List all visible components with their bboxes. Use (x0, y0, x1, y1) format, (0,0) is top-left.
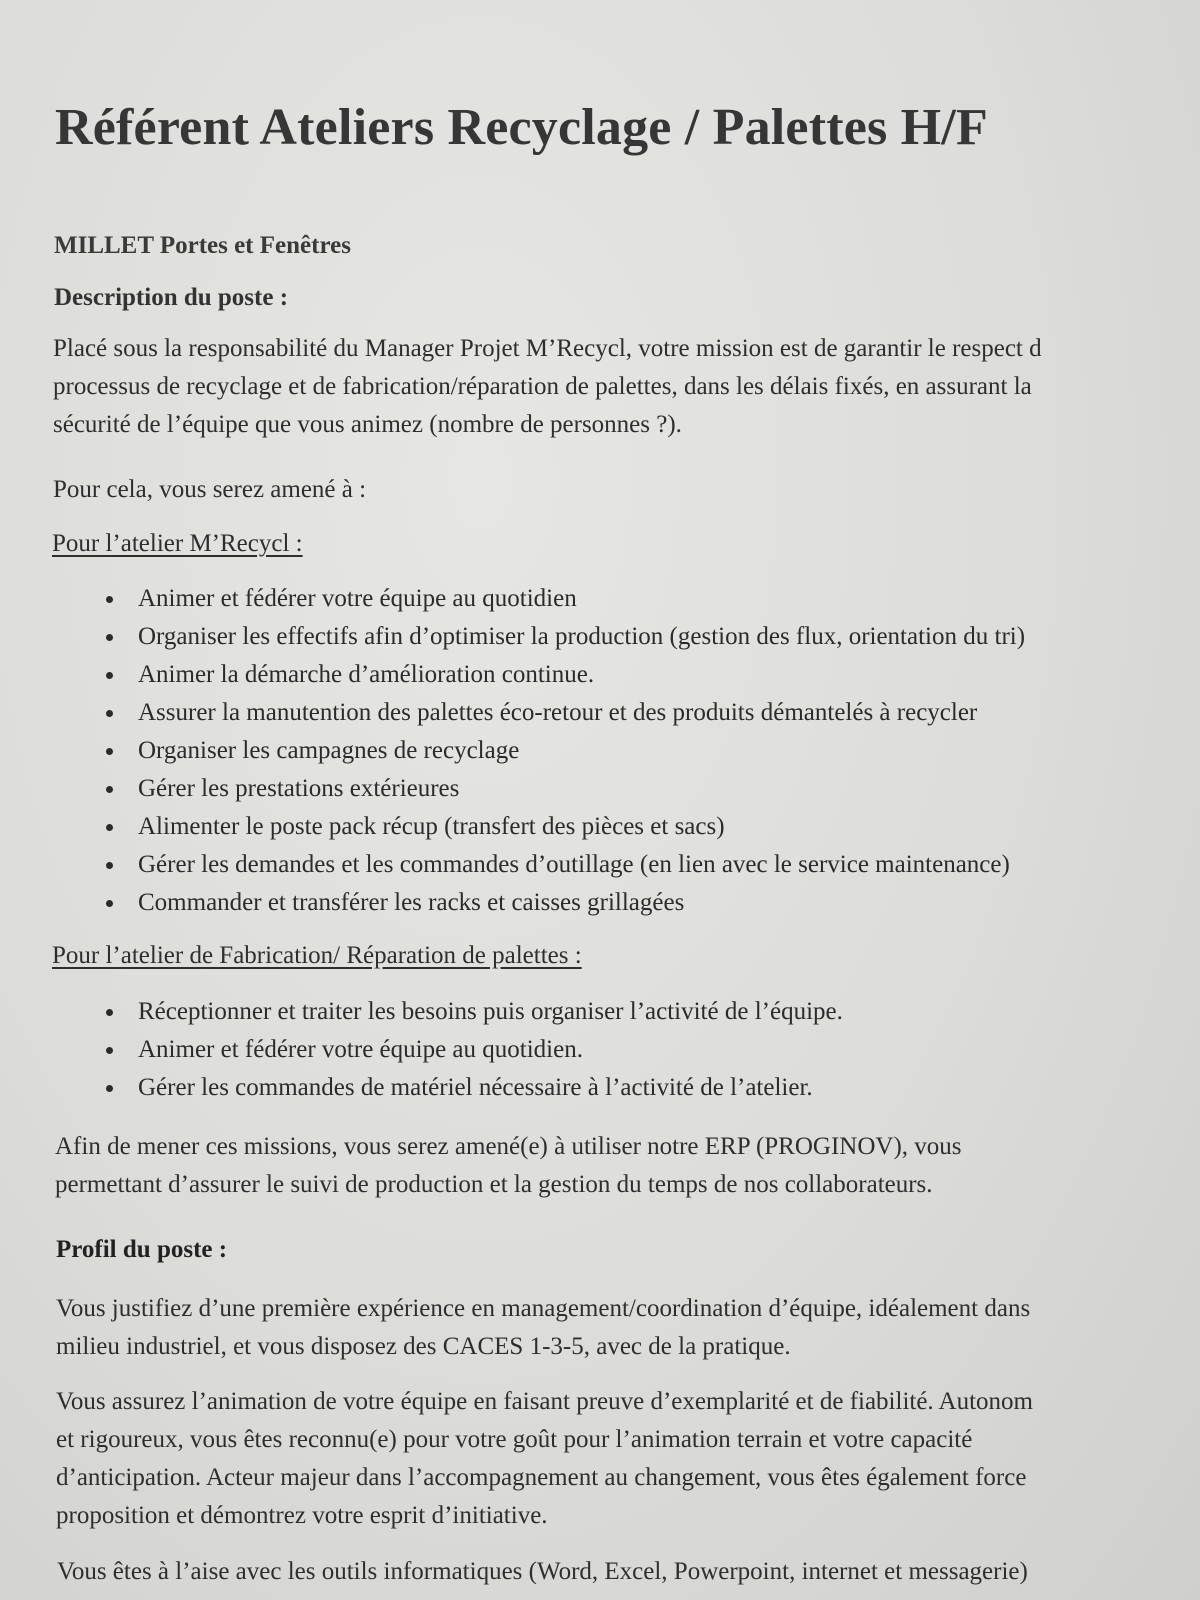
erp-line: permettant d’assurer le suivi de production et la gestion du temps de nos collaborateurs. (55, 1171, 933, 1198)
profile-heading: Profil du poste : (56, 1236, 228, 1263)
profile-line: Vous êtes à l’aise avec les outils informatiques (Word, Excel, Powerpoint, internet et messagerie) (57, 1558, 1028, 1585)
job-title: Référent Ateliers Recyclage / Palettes H/F (55, 99, 988, 156)
profile-line: Vous justifiez d’une première expérience en management/coordination d’équipe, idéalement dans (56, 1295, 1031, 1322)
profile-line: Vous assurez l’animation de votre équipe en faisant preuve d’exemplarité et de fiabilité. Autonom (56, 1388, 1034, 1415)
profile-line: proposition et démontrez votre esprit d’initiative. (56, 1502, 548, 1529)
list-item: Organiser les effectifs afin d’optimiser la production (gestion des flux, orientation du tri) (106, 618, 1025, 656)
erp-paragraph (55, 1128, 962, 1204)
intro-line: sécurité de l’équipe que vous animez (nombre de personnes ?). (53, 411, 682, 438)
erp-line: Afin de mener ces missions, vous serez amené(e) à utiliser notre ERP (PROGINOV), vous (55, 1133, 962, 1160)
list-item: Animer la démarche d’amélioration continue. (106, 656, 1025, 694)
list-item: Gérer les prestations extérieures (106, 770, 1025, 808)
intro-line: Placé sous la responsabilité du Manager Projet M’Recycl, votre mission est de garantir le respect d (53, 335, 1042, 362)
recycl-task-list (106, 580, 1025, 922)
list-item: Animer et fédérer votre équipe au quotidien (106, 580, 1025, 618)
list-item: Gérer les demandes et les commandes d’outillage (en lien avec le service maintenance) (106, 846, 1025, 884)
list-item: Alimenter le poste pack récup (transfert des pièces et sacs) (106, 808, 1025, 846)
list-item: Assurer la manutention des palettes éco-retour et des produits démantelés à recycler (106, 694, 1025, 732)
recycl-workshop-heading: Pour l’atelier M’Recycl : (52, 530, 303, 557)
profile-paragraph-qualities (56, 1383, 1033, 1535)
profile-line: milieu industriel, et vous disposez des CACES 1-3-5, avec de la pratique. (56, 1333, 791, 1360)
profile-line: d’anticipation. Acteur majeur dans l’accompagnement au changement, vous êtes également force (56, 1464, 1027, 1491)
list-item: Organiser les campagnes de recyclage (106, 732, 1025, 770)
profile-line: et rigoureux, vous êtes reconnu(e) pour votre goût pour l’animation terrain et votre capacité (56, 1426, 973, 1453)
intro-line: processus de recyclage et de fabrication/réparation de palettes, dans les délais fixés, en assurant la (53, 373, 1032, 400)
company-name: MILLET Portes et Fenêtres (54, 232, 351, 259)
palettes-workshop-heading: Pour l’atelier de Fabrication/ Réparation de palettes : (52, 942, 582, 969)
description-heading: Description du poste : (54, 284, 289, 311)
palettes-task-list (106, 993, 843, 1107)
profile-paragraph-it-skills (57, 1553, 1028, 1591)
list-item: Réceptionner et traiter les besoins puis organiser l’activité de l’équipe. (106, 993, 843, 1031)
list-item: Commander et transférer les racks et caisses grillagées (106, 884, 1025, 922)
list-item: Animer et fédérer votre équipe au quotidien. (106, 1031, 843, 1069)
profile-paragraph-experience (56, 1290, 1030, 1366)
lead-in-text: Pour cela, vous serez amené à : (53, 476, 367, 503)
list-item: Gérer les commandes de matériel nécessaire à l’activité de l’atelier. (106, 1069, 843, 1107)
intro-paragraph (53, 330, 1042, 444)
